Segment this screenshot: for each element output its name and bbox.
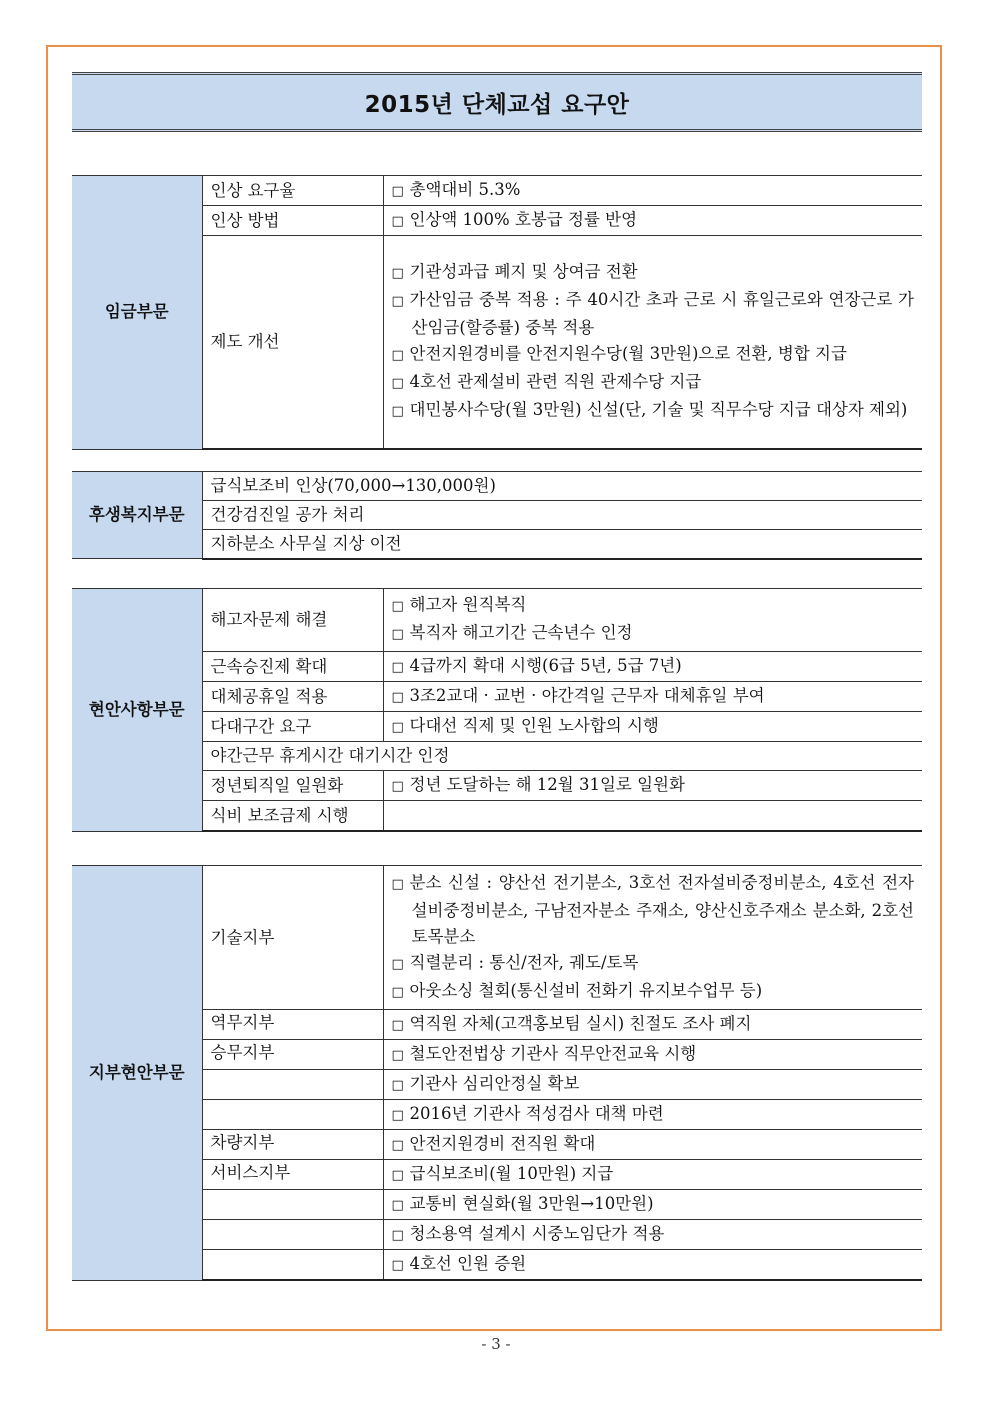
detail-text: 직렬분리 : 통신/전자, 궤도/토목 [409,952,639,972]
detail-text: 4호선 인원 증원 [409,1253,527,1273]
item-cell: 근속승진제 확대 [202,652,383,682]
table-row [72,472,922,501]
checkbox-bullet-icon: □ [391,1077,404,1093]
detail-item [392,287,915,341]
item-cell: 다대구간 요구 [202,712,383,742]
checkbox-bullet-icon: □ [391,1257,404,1273]
checkbox-bullet-icon: □ [391,689,404,705]
detail-text: 다대선 직제 및 인원 노사합의 시행 [409,715,659,735]
item-cell [202,1070,383,1100]
pending-table [72,588,922,832]
detail-cell [383,1040,922,1070]
detail-cell [383,682,922,712]
checkbox-bullet-icon: □ [391,1137,404,1153]
detail-item [392,1041,915,1069]
detail-cell [383,1160,922,1190]
table-row [72,866,922,1010]
checkbox-bullet-icon: □ [391,984,404,1000]
detail-cell [383,866,922,1010]
detail-item [392,683,915,711]
detail-text: 정년 도달하는 해 12월 31일로 일원화 [409,774,685,794]
detail-item [392,713,915,741]
detail-item [392,1251,915,1279]
section-label: 후생복지부문 [72,472,202,559]
detail-item [392,620,915,648]
item-cell: 야간근무 휴게시간 대기시간 인정 [202,742,922,771]
item-cell: 서비스지부 [202,1160,383,1190]
detail-text: 3조2교대 · 교번 · 야간격일 근무자 대체휴일 부여 [409,685,765,705]
detail-item [392,341,915,369]
checkbox-bullet-icon: □ [391,1107,404,1123]
detail-item [392,1191,915,1219]
section-label: 임금부문 [72,176,202,450]
checkbox-bullet-icon: □ [391,213,404,229]
item-cell [202,1190,383,1220]
detail-item [392,1221,915,1249]
table-row [72,589,922,652]
detail-text: 안전지원경비를 안전지원수당(월 3만원)으로 전환, 병합 지급 [409,344,847,363]
wage-table [72,175,922,450]
detail-cell [383,1190,922,1220]
detail-cell [383,1100,922,1130]
checkbox-bullet-icon: □ [391,719,404,735]
detail-cell [383,1130,922,1160]
item-cell: 급식보조비 인상(70,000→130,000원) [202,472,922,501]
item-cell: 건강검진일 공가 처리 [202,501,922,530]
checkbox-bullet-icon: □ [391,1227,404,1243]
table-row [72,176,922,206]
detail-text: 역직원 자체(고객홍보팀 실시) 친절도 조사 폐지 [409,1013,752,1033]
detail-item [392,1071,915,1099]
detail-cell [383,206,922,236]
detail-text: 철도안전법상 기관사 직무안전교육 시행 [409,1043,697,1063]
checkbox-bullet-icon: □ [391,627,404,642]
detail-text: 4급까지 확대 시행(6급 5년, 5급 7년) [409,655,682,675]
detail-item [392,978,915,1006]
detail-text: 기관성과급 폐지 및 상여금 전환 [409,262,638,281]
checkbox-bullet-icon: □ [391,1167,404,1183]
checkbox-bullet-icon: □ [391,404,404,419]
detail-item [392,1101,915,1129]
detail-item [392,177,915,205]
detail-text: 분소 신설 : 양산선 전기분소, 3호선 전자설비중정비분소, 4호선 전자설비중정비분소, 구남전자분소 주재소, 양산신호주재소 분소화, 2호선 토목분소 [409,872,914,946]
welfare-table [72,471,922,560]
detail-text: 총액대비 5.3% [409,179,521,199]
detail-text: 인상액 100% 호봉급 정률 반영 [409,209,638,229]
detail-cell [383,712,922,742]
detail-text: 2016년 기관사 적성검사 대책 마련 [409,1103,664,1123]
checkbox-bullet-icon: □ [391,266,404,281]
detail-cell [383,1010,922,1040]
detail-text: 교통비 현실화(월 3만원→10만원) [409,1193,654,1213]
detail-item [392,870,915,950]
item-cell: 대체공휴일 적용 [202,682,383,712]
detail-cell [383,176,922,206]
page-number: - 3 - [481,1335,511,1353]
detail-text: 안전지원경비 전직원 확대 [409,1133,596,1153]
detail-text: 대민봉사수당(월 3만원) 신설(단, 기술 및 직무수당 지급 대상자 제외) [409,400,908,419]
detail-cell [383,1220,922,1250]
item-cell: 지하분소 사무실 지상 이전 [202,530,922,559]
item-cell: 역무지부 [202,1010,383,1040]
item-cell: 제도 개선 [202,236,383,450]
item-cell: 인상 요구율 [202,176,383,206]
detail-cell [383,236,922,450]
detail-item [392,397,915,425]
checkbox-bullet-icon: □ [391,1047,404,1063]
detail-item [392,1161,915,1189]
checkbox-bullet-icon: □ [391,956,404,972]
section-label: 지부현안부문 [72,866,202,1281]
page-title: 2015년 단체교섭 요구안 [364,91,630,118]
checkbox-bullet-icon: □ [391,1197,404,1213]
detail-text: 복직자 해고기간 근속년수 인정 [409,623,633,642]
detail-item [392,653,915,681]
detail-item [392,259,915,287]
item-cell [202,1250,383,1281]
detail-text: 아웃소싱 철회(통신설비 전화기 유지보수업무 등) [409,980,763,1000]
item-cell: 기술지부 [202,866,383,1010]
detail-text: 해고자 원직복직 [409,595,527,614]
checkbox-bullet-icon: □ [391,348,404,363]
branch-table [72,865,922,1281]
detail-text: 가산임금 중복 적용 : 주 40시간 초과 근로 시 휴일근로와 연장근로 가산임금(할증률) 중복 적용 [409,290,914,337]
checkbox-bullet-icon: □ [391,1017,404,1033]
detail-text: 4호선 관제설비 관련 직원 관제수당 지급 [409,372,702,391]
detail-item [392,1011,915,1039]
detail-item [392,950,915,978]
checkbox-bullet-icon: □ [391,599,404,614]
detail-text: 청소용역 설계시 시중노임단가 적용 [409,1223,665,1243]
checkbox-bullet-icon: □ [391,876,404,892]
item-cell: 식비 보조금제 시행 [202,801,383,832]
detail-cell [383,652,922,682]
detail-cell [383,1070,922,1100]
checkbox-bullet-icon: □ [391,183,404,199]
checkbox-bullet-icon: □ [391,659,404,675]
item-cell [202,1100,383,1130]
detail-cell [383,1250,922,1281]
item-cell: 인상 방법 [202,206,383,236]
checkbox-bullet-icon: □ [391,294,404,309]
detail-item [392,772,915,800]
item-cell: 해고자문제 해결 [202,589,383,652]
section-label: 현안사항부문 [72,589,202,832]
detail-cell [383,771,922,801]
detail-item [392,592,915,620]
detail-item [392,1131,915,1159]
detail-cell [383,589,922,652]
item-cell [202,1220,383,1250]
detail-cell [383,801,922,832]
item-cell: 차량지부 [202,1130,383,1160]
detail-item [392,369,915,397]
checkbox-bullet-icon: □ [391,778,404,794]
detail-text: 급식보조비(월 10만원) 지급 [409,1163,614,1183]
title-banner [72,72,922,132]
detail-item [392,207,915,235]
item-cell: 정년퇴직일 일원화 [202,771,383,801]
item-cell: 승무지부 [202,1040,383,1070]
checkbox-bullet-icon: □ [391,376,404,391]
detail-text: 기관사 심리안정실 확보 [409,1073,580,1093]
